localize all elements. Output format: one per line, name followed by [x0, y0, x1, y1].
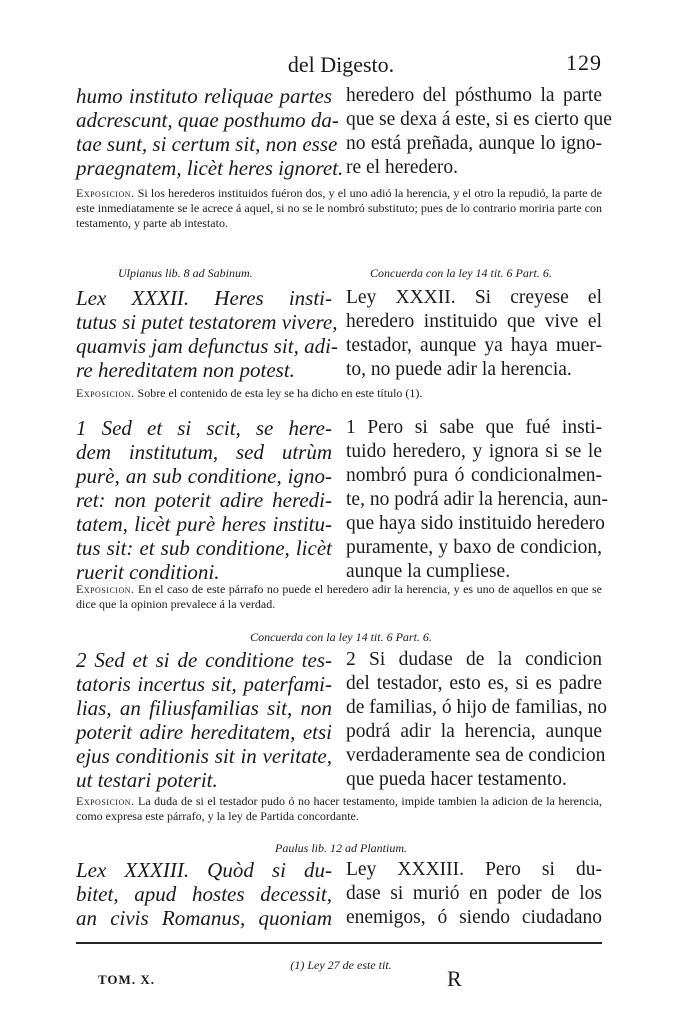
latin-line: lias, an filiusfamilias sit, non	[76, 696, 332, 720]
spanish-line: del testador, esto es, si es padre	[346, 673, 602, 694]
latin-line: ejus conditionis sit in veritate,	[76, 744, 332, 768]
spanish-line: heredero instituido que vive el	[346, 311, 602, 332]
latin-line: quamvis jam defunctus sit, adi-	[76, 334, 338, 358]
paragraph-1-spanish	[346, 416, 609, 584]
paragraph-2-latin	[76, 648, 332, 792]
lex-33-latin	[76, 858, 332, 930]
spanish-line: 2 Si dudase de la condicion	[346, 649, 602, 670]
latin-line: tatoris incertus sit, paterfami-	[76, 672, 332, 696]
spanish-text-block-1	[346, 84, 612, 180]
lex-32-latin	[76, 286, 338, 382]
spanish-line: heredero del pósthumo la parte	[346, 85, 602, 106]
page-number: 129	[566, 50, 602, 75]
latin-line: purè, an sub conditione, igno-	[76, 464, 332, 488]
exposition-label: Exposicion.	[76, 186, 135, 200]
spanish-line: podrá adir la herencia, aunque	[346, 721, 602, 742]
source-reference-right: Concuerda con la ley 14 tit. 6 Part. 6.	[370, 266, 552, 280]
spanish-line: que pueda hacer testamento.	[346, 769, 567, 790]
spanish-line: dase si murió en poder de los	[346, 883, 602, 904]
ley-32-spanish	[346, 286, 602, 382]
latin-line: tatem, licèt purè heres institu-	[76, 512, 332, 536]
spanish-line: te, no podrá adir la herencia, aun-	[346, 489, 609, 510]
latin-line: adcrescunt, quae posthumo da-	[76, 108, 339, 132]
latin-line: bitet, apud hostes decessit,	[76, 882, 332, 906]
exposition-label: Exposicion.	[76, 386, 135, 400]
spanish-line: aunque la cumpliese.	[346, 561, 511, 582]
spanish-line: 1 Pero si sabe que fué insti-	[346, 417, 602, 438]
latin-line: Lex XXXIII. Quòd si du-	[76, 858, 332, 882]
gathering-signature: R	[447, 966, 462, 991]
spanish-line: testador, aunque ya haya muer-	[346, 335, 602, 356]
ley-33-spanish	[346, 858, 602, 930]
exposition-3	[76, 582, 602, 612]
spanish-line: puramente, y baxo de condicion,	[346, 537, 602, 558]
exposition-label: Exposicion.	[76, 582, 135, 596]
source-reference-center: Concuerda con la ley 14 tit. 6 Part. 6.	[250, 630, 432, 644]
exposition-text: Si los herederos instituidos fuéron dos, y el uno adió la herencia, y el otro la repudió, la parte de este inmediatamente se le acrece á aquel, si no se le nombró substituto; pues de lo contrario moriria parte con testamento, y parte ab intestato.	[76, 186, 603, 230]
latin-text-block-1	[76, 84, 344, 180]
paragraph-2-spanish	[346, 648, 608, 792]
exposition-2	[76, 386, 602, 401]
exposition-label: Exposicion.	[76, 794, 135, 808]
spanish-line: enemigos, ó siendo ciudadano	[346, 907, 602, 928]
exposition-1	[76, 186, 602, 231]
spanish-line: Ley XXXII. Si creyese el	[346, 287, 602, 308]
running-header-title: del Digesto.	[287, 52, 395, 77]
latin-line: tus sit: et sub conditione, licèt	[76, 536, 332, 560]
spanish-line: no está preñada, aunque lo igno-	[346, 133, 602, 154]
volume-signature: TOM. X.	[98, 972, 155, 987]
latin-line: 2 Sed et si de conditione tes-	[76, 648, 332, 672]
latin-line: ut testari poterit.	[76, 768, 218, 792]
latin-line: an civis Romanus, quoniam	[76, 906, 332, 930]
spanish-line: to, no puede adir la herencia.	[346, 359, 572, 380]
footnote-divider	[76, 942, 602, 944]
latin-line: 1 Sed et si scit, se here-	[76, 416, 332, 440]
exposition-text: En el caso de este párrafo no puede el heredero adir la herencia, y es uno de aquellos en que se dice que la opinion prevalece á la verdad.	[76, 582, 602, 611]
latin-line: tae sunt, si certum sit, non esse	[76, 132, 338, 156]
source-reference-center: Paulus lib. 12 ad Plantium.	[275, 841, 407, 855]
spanish-line: nombró pura ó condicionalmen-	[346, 465, 602, 486]
latin-line: dem institutum, sed utrùm	[76, 440, 332, 464]
paragraph-1-latin	[76, 416, 332, 584]
footnote: (1) Ley 27 de este tit.	[290, 958, 392, 972]
exposition-text: La duda de si el testador pudo ó no hacer testamento, impide tambien la adicion de la herencia, como expresa este párrafo, y la ley de Partida concordante.	[76, 794, 602, 823]
latin-line: humo instituto reliquae partes	[76, 84, 332, 108]
spanish-line: verdaderamente sea de condicion	[346, 745, 606, 766]
spanish-line: Ley XXXIII. Pero si du-	[346, 859, 602, 880]
latin-line: re hereditatem non potest.	[76, 358, 295, 382]
spanish-line: de familias, ó hijo de familias, no	[346, 697, 608, 718]
latin-line: poterit adire hereditatem, etsi	[76, 720, 332, 744]
latin-line: Lex XXXII. Heres insti-	[76, 286, 332, 310]
exposition-text: Sobre el contenido de esta ley se ha dicho en este título (1).	[137, 386, 423, 400]
spanish-line: tuido heredero, y ignora si se le	[346, 441, 602, 462]
latin-line: tutus si putet testatorem vivere,	[76, 310, 338, 334]
exposition-4	[76, 794, 602, 824]
spanish-line: re el heredero.	[346, 157, 459, 178]
latin-line: ruerit conditioni.	[76, 560, 220, 584]
spanish-line: que haya sido instituido heredero	[346, 513, 605, 534]
latin-line: praegnatem, licèt heres ignoret.	[76, 156, 344, 180]
latin-line: ret: non poterit adire heredi-	[76, 488, 332, 512]
source-reference-left: Ulpianus lib. 8 ad Sabinum.	[118, 266, 253, 280]
spanish-line: que se dexa á este, si es cierto que	[346, 109, 612, 130]
